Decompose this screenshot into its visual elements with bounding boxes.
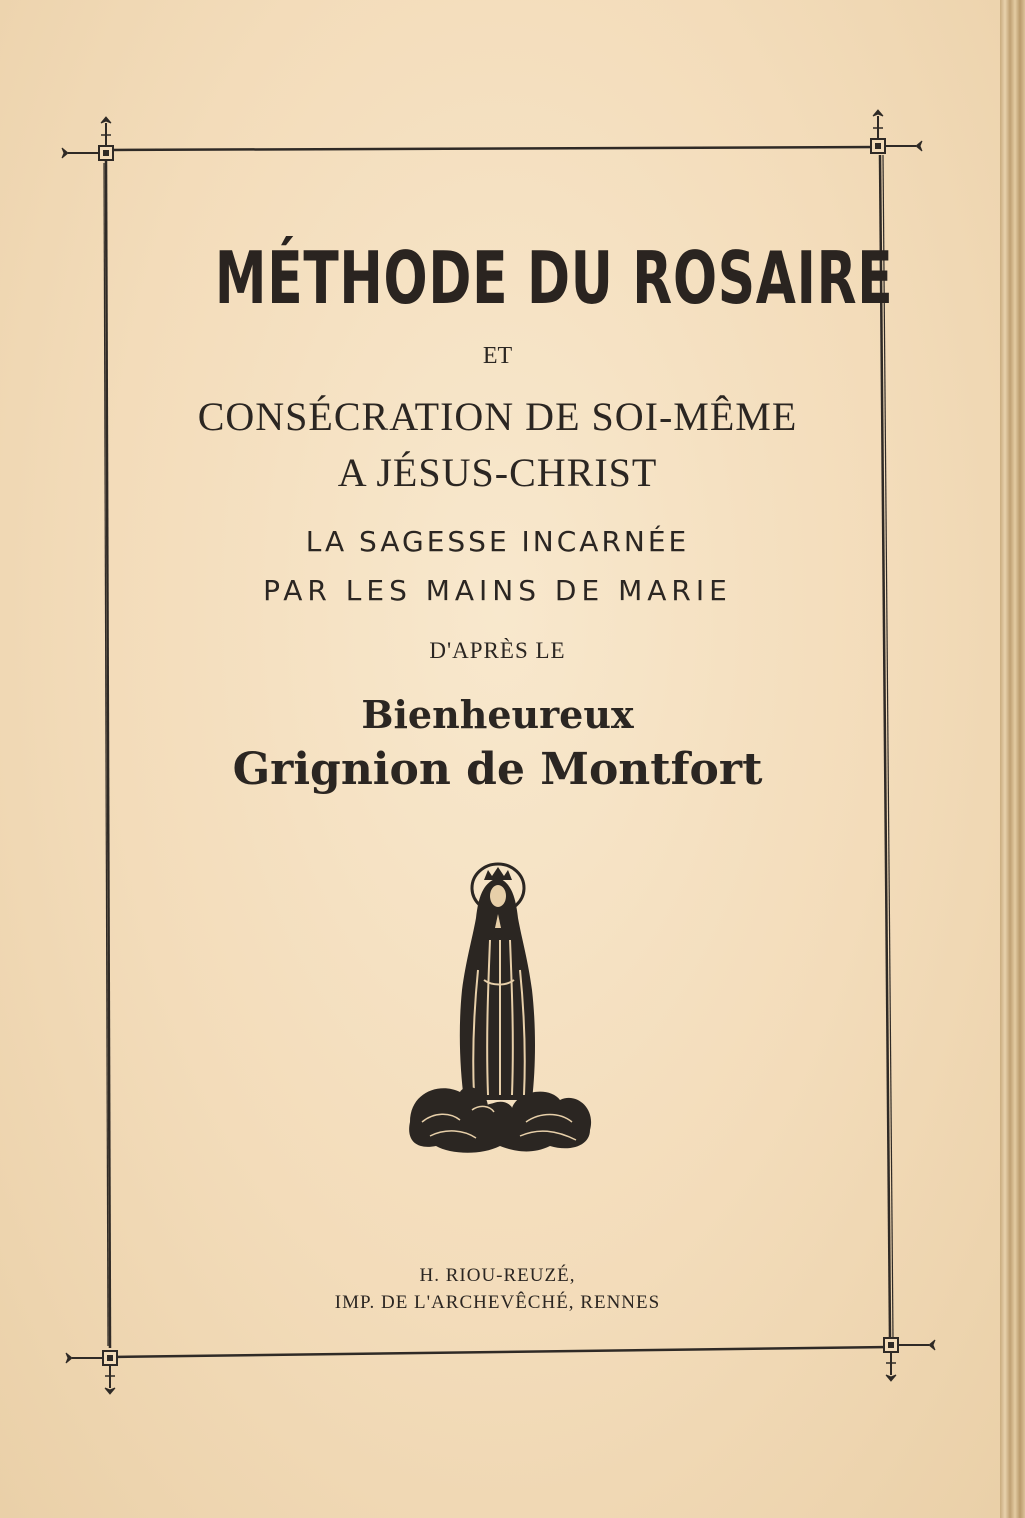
conjunction-et: ET bbox=[482, 343, 513, 369]
author-name: Grignion de Montfort bbox=[232, 744, 763, 795]
cover-title: MÉTHODE DU ROSAIRE bbox=[214, 236, 894, 320]
corner-ornament-bottom-left bbox=[66, 1351, 117, 1394]
corner-ornament-top-left bbox=[62, 117, 113, 160]
author-title: Bienheureux bbox=[361, 692, 634, 737]
subtitle-line-4: PAR LES MAINS DE MARIE bbox=[263, 574, 732, 607]
according-to: D'APRÈS LE bbox=[429, 638, 566, 663]
subtitle-line-3: LA SAGESSE INCARNÉE bbox=[305, 525, 690, 558]
printer-name: H. RIOU-REUZÉ, bbox=[419, 1265, 576, 1286]
virgin-mary-statue-icon bbox=[400, 860, 600, 1160]
subtitle-line-1: CONSÉCRATION DE SOI-MÊME bbox=[197, 394, 798, 439]
corner-ornament-bottom-right bbox=[884, 1338, 935, 1381]
printer-address: IMP. DE L'ARCHEVÊCHÉ, RENNES bbox=[334, 1292, 661, 1313]
subtitle-line-2: A JÉSUS-CHRIST bbox=[337, 450, 658, 495]
corner-ornament-top-right bbox=[871, 110, 922, 153]
